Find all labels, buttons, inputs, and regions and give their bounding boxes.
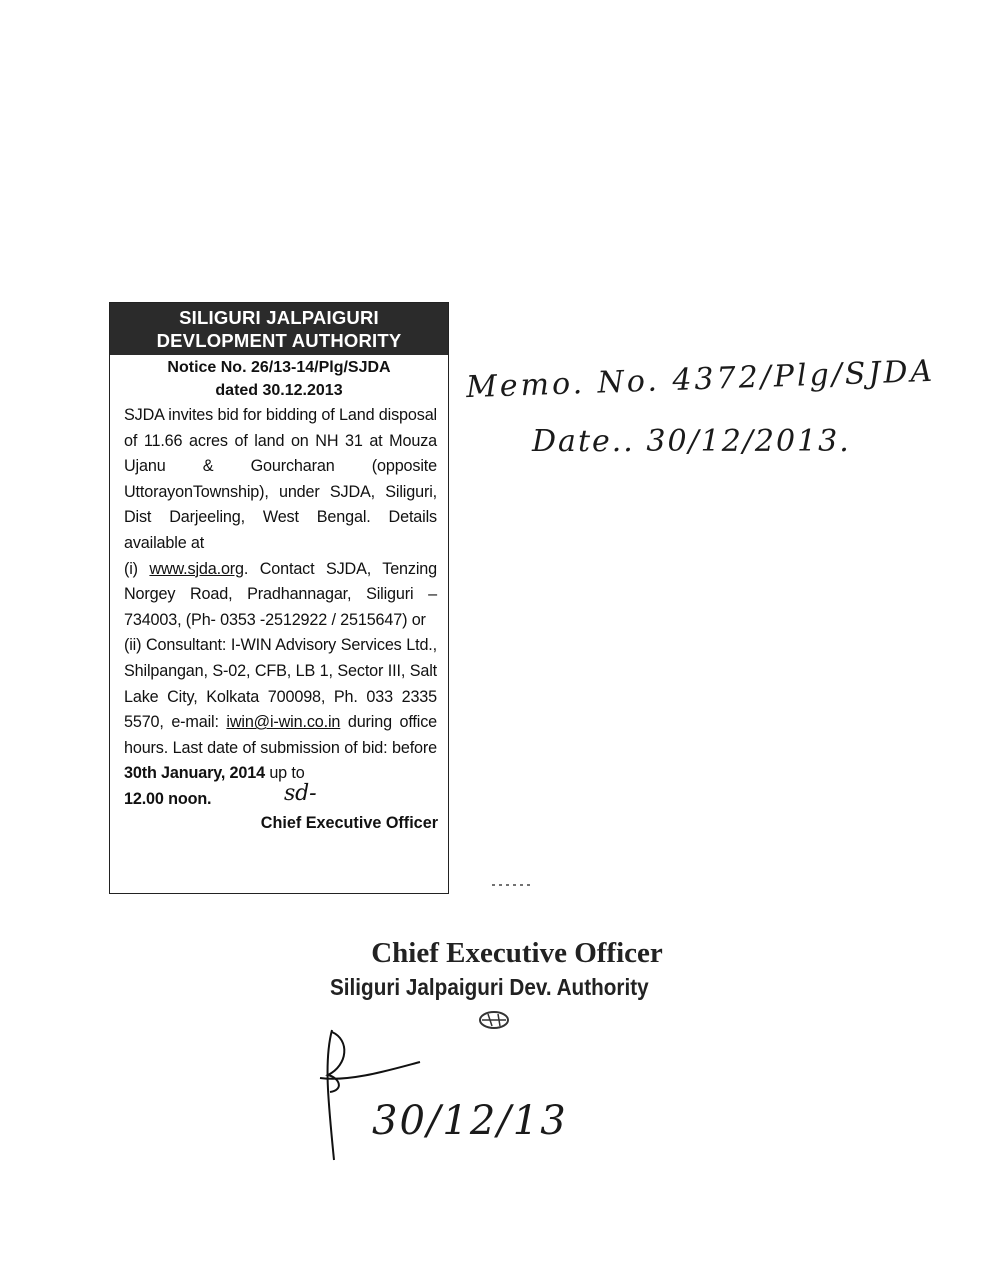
- deadline-time: 12.00 noon.: [124, 789, 212, 808]
- notice-signatory: Chief Executive Officer: [260, 813, 438, 832]
- item1-text: . Contact SJDA, Tenzing Norgey Road, Pradhannagar, Siliguri – 734003, (Ph- 0353 -2512922 / 2515647) or: [124, 559, 438, 629]
- signature-date: 30/12/13: [372, 1098, 568, 1144]
- sd-mark: sd-: [284, 780, 317, 806]
- stray-marks: [490, 880, 540, 890]
- notice-header: [110, 303, 448, 355]
- newspaper-notice: [109, 302, 449, 894]
- notice-item-1: [124, 557, 437, 634]
- signature-icon: [310, 1020, 450, 1170]
- notice-body: [110, 401, 448, 812]
- email-link[interactable]: iwin@i-win.co.in: [226, 713, 341, 732]
- notice-header-line1: SILIGURI JALPAIGURI: [179, 307, 379, 328]
- item1-prefix: (i): [124, 559, 150, 578]
- deadline-mid: up to: [264, 764, 305, 783]
- deadline-date: 30th January, 2014: [124, 764, 265, 783]
- stamp-organization: Siliguri Jalpaiguri Dev. Authority: [330, 974, 649, 1000]
- stamp-title: Chief Executive Officer: [371, 937, 663, 969]
- notice-date: dated 30.12.2013: [215, 382, 343, 399]
- item2-tail: during office hours. Last date of submission of bid: before: [124, 713, 437, 757]
- website-link[interactable]: www.sjda.org: [149, 559, 244, 578]
- notice-item-2: [124, 633, 437, 787]
- notice-sign-row: [124, 780, 437, 812]
- official-stamp: [330, 935, 684, 1003]
- item2-text: (ii) Consultant: I-WIN Advisory Services Ltd., Shilpangan, S-02, CFB, LB 1, Sector III, Salt Lake City, Kolkata 700098, Ph. 033 2335 5570, e-mail:: [124, 636, 437, 732]
- seal-icon: [470, 1005, 520, 1035]
- notice-header-line2: DEVLOPMENT AUTHORITY: [156, 330, 402, 351]
- handwritten-date: Date.. 30/12/2013.: [532, 424, 851, 459]
- notice-intro: SJDA invites bid for bidding of Land disposal of 11.66 acres of land on NH 31 at Mouza Ujanu & Gourcharan (opposite UttorayonTownship), under SJDA, Siliguri, Dist Darjeeling, West Bengal. Details available at: [124, 406, 437, 552]
- notice-number: Notice No. 26/13-14/Plg/SJDA: [167, 359, 391, 376]
- handwritten-memo-number: Memo. No. 4372/Plg/SJDA: [465, 353, 936, 406]
